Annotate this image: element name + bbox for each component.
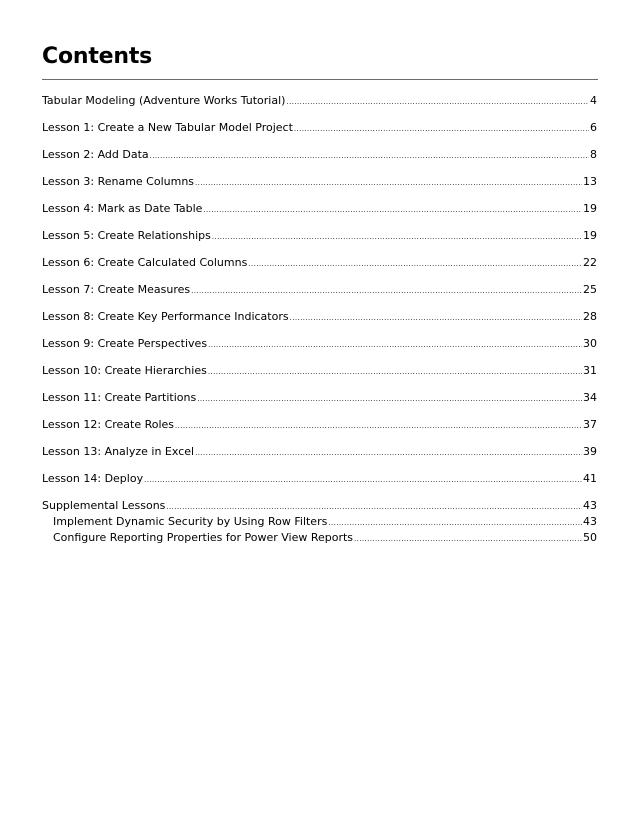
toc-entry-lesson-6[interactable]: [42, 255, 597, 271]
toc-entry-page-number: 13: [583, 175, 597, 188]
toc-entry-label: Lesson 7: Create Measures: [42, 283, 191, 296]
toc-entry-page-number: 19: [583, 229, 597, 242]
dot-leader: [248, 255, 582, 272]
toc-entry-lesson-9[interactable]: [42, 336, 597, 352]
toc-entry-page-number: 19: [583, 202, 597, 215]
toc-entry-label: Lesson 14: Deploy: [42, 472, 144, 485]
toc-entry-lesson-5[interactable]: [42, 228, 597, 244]
dot-leader: [203, 201, 582, 218]
dot-leader: [286, 93, 589, 110]
toc-entry-label: Lesson 5: Create Relationships: [42, 229, 211, 242]
toc-entry-page-number: 30: [583, 337, 597, 350]
dot-leader: [197, 390, 582, 407]
toc-entry-label: Lesson 9: Create Perspectives: [42, 337, 208, 350]
toc-entry-lesson-2[interactable]: [42, 147, 597, 163]
toc-entry-page-number: 6: [590, 121, 597, 134]
toc-entry-lesson-3[interactable]: [42, 174, 597, 190]
toc-entry-dynamic-security[interactable]: [53, 514, 597, 530]
dot-leader: [195, 444, 582, 461]
toc-entry-page-number: 8: [590, 148, 597, 161]
toc-entry-page-number: 34: [583, 391, 597, 404]
toc-entry-lesson-7[interactable]: [42, 282, 597, 298]
dot-leader: [328, 514, 582, 531]
dot-leader: [290, 309, 582, 326]
toc-entry-tabular-modeling[interactable]: [42, 93, 597, 109]
toc-entry-page-number: 4: [590, 94, 597, 107]
toc-entry-label: Lesson 1: Create a New Tabular Model Project: [42, 121, 293, 134]
toc-entry-label: Lesson 11: Create Partitions: [42, 391, 197, 404]
dot-leader: [191, 282, 582, 299]
toc-entry-lesson-12[interactable]: [42, 417, 597, 433]
dot-leader: [144, 471, 582, 488]
toc-entry-lesson-11[interactable]: [42, 390, 597, 406]
toc-entry-lesson-1[interactable]: [42, 120, 597, 136]
toc-entry-label: Lesson 8: Create Key Performance Indicators: [42, 310, 289, 323]
toc-entry-page-number: 31: [583, 364, 597, 377]
dot-leader: [150, 147, 589, 164]
toc-entry-lesson-14[interactable]: [42, 471, 597, 487]
toc-entry-supplemental-lessons[interactable]: [42, 498, 597, 514]
dot-leader: [294, 120, 589, 137]
toc-entry-page-number: 50: [583, 531, 597, 544]
dot-leader: [195, 174, 582, 191]
toc-entry-label: Lesson 4: Mark as Date Table: [42, 202, 203, 215]
toc-entry-page-number: 39: [583, 445, 597, 458]
toc-entry-page-number: 41: [583, 472, 597, 485]
dot-leader: [175, 417, 582, 434]
toc-entry-page-number: 25: [583, 283, 597, 296]
toc-entry-label: Implement Dynamic Security by Using Row Filters: [53, 515, 328, 528]
dot-leader: [166, 498, 582, 515]
toc-entry-lesson-13[interactable]: [42, 444, 597, 460]
dot-leader: [208, 363, 582, 380]
toc-entry-reporting-properties[interactable]: [53, 530, 597, 546]
dot-leader: [354, 530, 582, 547]
toc-entry-label: Configure Reporting Properties for Power View Reports: [53, 531, 354, 544]
toc-entry-label: Tabular Modeling (Adventure Works Tutorial): [42, 94, 286, 107]
toc-entry-label: Supplemental Lessons: [42, 499, 166, 512]
dot-leader: [208, 336, 582, 353]
toc-entry-label: Lesson 12: Create Roles: [42, 418, 175, 431]
toc-entry-page-number: 43: [583, 499, 597, 512]
toc-entry-page-number: 22: [583, 256, 597, 269]
title-divider: [42, 79, 598, 80]
toc-entry-label: Lesson 13: Analyze in Excel: [42, 445, 195, 458]
toc-entry-lesson-10[interactable]: [42, 363, 597, 379]
toc-entry-label: Lesson 3: Rename Columns: [42, 175, 195, 188]
toc-entry-lesson-4[interactable]: [42, 201, 597, 217]
toc-entry-label: Lesson 10: Create Hierarchies: [42, 364, 207, 377]
toc-entry-label: Lesson 6: Create Calculated Columns: [42, 256, 248, 269]
toc-entry-lesson-8[interactable]: [42, 309, 597, 325]
toc-entry-page-number: 28: [583, 310, 597, 323]
toc-entry-label: Lesson 2: Add Data: [42, 148, 149, 161]
dot-leader: [212, 228, 582, 245]
toc-entry-page-number: 43: [583, 515, 597, 528]
toc-entry-page-number: 37: [583, 418, 597, 431]
page-title: Contents: [42, 44, 153, 69]
